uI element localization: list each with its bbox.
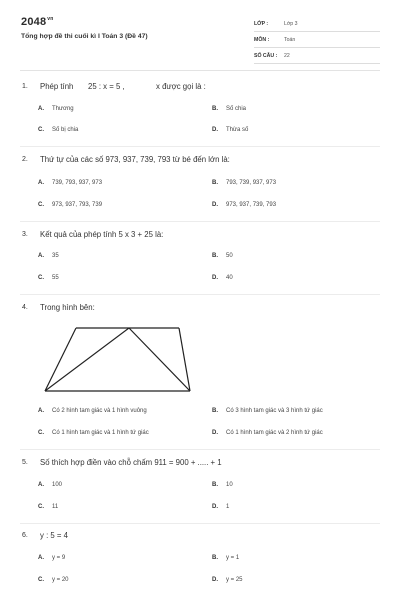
question-divider bbox=[20, 523, 380, 524]
question-5-number: 5. bbox=[22, 459, 28, 466]
question-2-text: Thứ tự của các số 973, 937, 739, 793 từ bé đến lớn là: bbox=[40, 155, 230, 164]
question-6-option-b[interactable]: B. y = 1 bbox=[212, 555, 240, 561]
header-divider bbox=[20, 70, 380, 71]
question-5-option-a[interactable]: A. 100 bbox=[38, 482, 63, 488]
logo-text: 2048 bbox=[21, 16, 47, 28]
meta-count-row bbox=[254, 48, 380, 64]
question-3-option-b[interactable]: B. 50 bbox=[212, 253, 233, 259]
meta-class-row bbox=[254, 16, 380, 32]
question-2-number: 2. bbox=[22, 156, 28, 163]
exam-meta bbox=[254, 16, 380, 64]
question-2-option-d[interactable]: D. 973, 937, 739, 793 bbox=[212, 202, 277, 208]
meta-class-label: LỚP : bbox=[254, 20, 269, 27]
logo-suffix: vn bbox=[47, 16, 54, 22]
question-3-option-d[interactable]: D. 40 bbox=[212, 275, 233, 281]
question-3-option-c[interactable]: C. 55 bbox=[38, 275, 59, 281]
question-divider bbox=[20, 146, 380, 147]
question-1-expression: 25 : x = 5 , bbox=[88, 82, 125, 91]
question-6-text: y : 5 = 4 bbox=[40, 531, 68, 540]
question-2-option-b[interactable]: B. 793, 739, 937, 973 bbox=[212, 180, 277, 186]
meta-subject-value: Toán bbox=[284, 36, 296, 43]
question-divider bbox=[20, 221, 380, 222]
question-4-text: Trong hình bên: bbox=[40, 303, 95, 312]
question-1-option-a[interactable]: A. Thương bbox=[38, 106, 74, 112]
question-divider bbox=[20, 449, 380, 450]
question-3-number: 3. bbox=[22, 231, 28, 238]
question-6-option-d[interactable]: D. y = 25 bbox=[212, 577, 243, 583]
question-4-option-b[interactable]: B. Có 3 hình tam giác và 3 hình tứ giác bbox=[212, 408, 323, 414]
site-logo[interactable] bbox=[21, 16, 54, 28]
meta-count-label: SỐ CÂU : bbox=[254, 52, 278, 59]
document-title: Tổng hợp đề thi cuối kì I Toán 3 (Đề 47) bbox=[21, 33, 148, 40]
question-5-option-c[interactable]: C. 11 bbox=[38, 504, 59, 510]
question-6-option-c[interactable]: C. y = 20 bbox=[38, 577, 69, 583]
meta-class-value: Lớp 3 bbox=[284, 20, 298, 27]
question-divider bbox=[20, 294, 380, 295]
question-1-option-c[interactable]: C. Số bị chia bbox=[38, 127, 79, 133]
meta-subject-label: MÔN : bbox=[254, 36, 270, 43]
meta-count-value: 22 bbox=[284, 52, 290, 59]
question-5-option-b[interactable]: B. 10 bbox=[212, 482, 233, 488]
question-1-text-a: Phép tính bbox=[40, 82, 74, 91]
question-3-option-a[interactable]: A. 35 bbox=[38, 253, 59, 259]
diagonal-left bbox=[45, 328, 129, 391]
question-1-option-b[interactable]: B. Số chia bbox=[212, 106, 247, 112]
question-5-option-d[interactable]: D. 1 bbox=[212, 504, 230, 510]
question-2-option-c[interactable]: C. 973, 937, 793, 739 bbox=[38, 202, 103, 208]
question-6-number: 6. bbox=[22, 532, 28, 539]
question-1-number: 1. bbox=[22, 83, 28, 90]
trapezoid-figure bbox=[42, 325, 192, 395]
question-2-option-a[interactable]: A. 739, 793, 937, 973 bbox=[38, 180, 103, 186]
question-1-text-c: x được gọi là : bbox=[156, 82, 206, 91]
question-5-text: Số thích hợp điền vào chỗ chấm 911 = 900 + ..... + 1 bbox=[40, 458, 222, 467]
question-1-option-d[interactable]: D. Thừa số bbox=[212, 127, 249, 133]
question-4-option-c[interactable]: C. Có 1 hình tam giác và 1 hình tứ giác bbox=[38, 430, 149, 436]
question-4-option-d[interactable]: D. Có 1 hình tam giác và 2 hình tứ giác bbox=[212, 430, 323, 436]
question-4-number: 4. bbox=[22, 304, 28, 311]
question-3-text: Kết quả của phép tính 5 x 3 + 25 là: bbox=[40, 230, 164, 239]
question-6-option-a[interactable]: A. y = 9 bbox=[38, 555, 66, 561]
trapezoid-left-edge bbox=[45, 328, 76, 391]
question-4-option-a[interactable]: A. Có 2 hình tam giác và 1 hình vuông bbox=[38, 408, 147, 414]
meta-subject-row bbox=[254, 32, 380, 48]
